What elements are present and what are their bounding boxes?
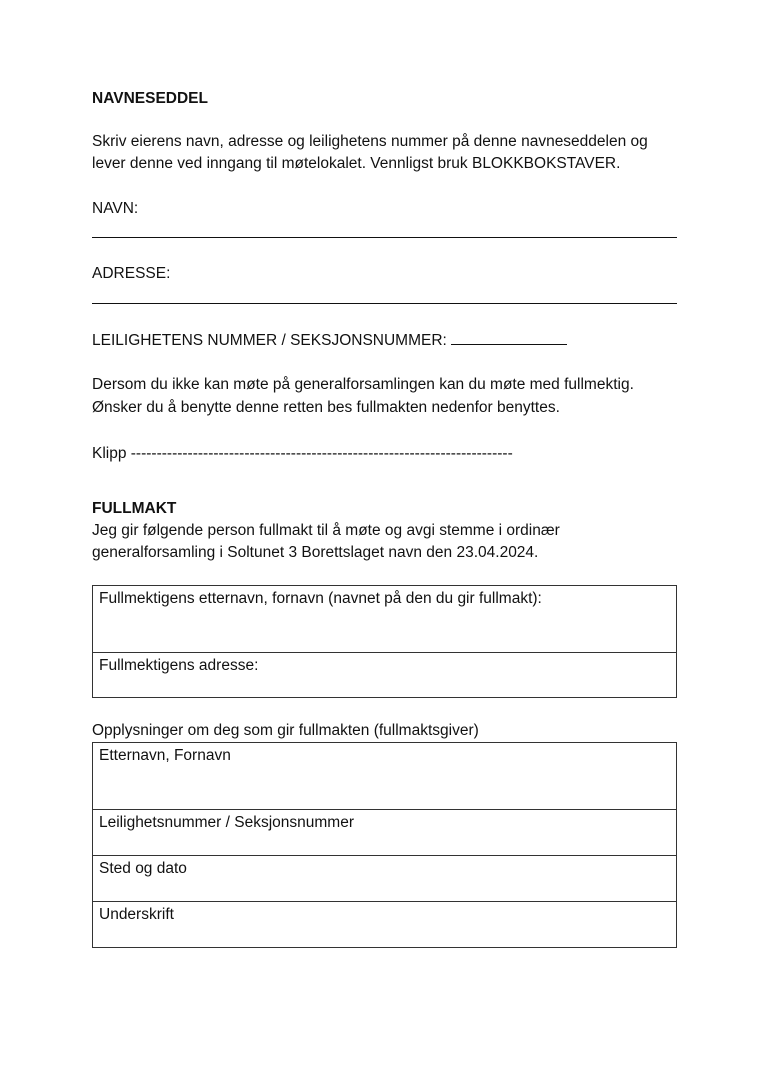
giver-place-date-field[interactable] bbox=[93, 856, 676, 902]
name-label: NAVN: bbox=[92, 200, 139, 217]
address-label: ADRESSE: bbox=[92, 265, 171, 282]
unit-number-label: LEILIGHETENS NUMMER / SEKSJONSNUMMER: bbox=[92, 332, 447, 349]
proxy-note-line-1: Dersom du ikke kan møte på generalforsamlingen kan du møte med fullmektig. bbox=[92, 376, 634, 393]
giver-signature-label: Underskrift bbox=[99, 906, 174, 923]
proxy-holder-address-label: Fullmektigens adresse: bbox=[99, 657, 259, 674]
cut-line: Klipp -------------------------------------------------------------------------- bbox=[92, 445, 513, 462]
proxy-holder-address-field[interactable] bbox=[93, 653, 676, 697]
giver-unit-label: Leilighetsnummer / Seksjonsnummer bbox=[99, 814, 354, 831]
proxy-text-line-1: Jeg gir følgende person fullmakt til å møte og avgi stemme i ordinær bbox=[92, 522, 560, 539]
proxy-holder-table bbox=[92, 585, 677, 698]
giver-heading: Opplysninger om deg som gir fullmakten (fullmaktsgiver) bbox=[92, 722, 479, 739]
intro-line-1: Skriv eierens navn, adresse og leilighetens nummer på denne navneseddelen og bbox=[92, 133, 648, 150]
proxy-holder-name-field[interactable] bbox=[93, 586, 676, 653]
proxy-holder-name-label: Fullmektigens etternavn, fornavn (navnet på den du gir fullmakt): bbox=[99, 590, 542, 607]
giver-signature-field[interactable] bbox=[93, 902, 676, 947]
giver-name-field[interactable] bbox=[93, 743, 676, 810]
intro-line-2: lever denne ved inngang til møtelokalet. Vennligst bruk BLOKKBOKSTAVER. bbox=[92, 155, 621, 172]
proxy-title: FULLMAKT bbox=[92, 500, 177, 517]
proxy-note-line-2: Ønsker du å benytte denne retten bes fullmakten nedenfor benyttes. bbox=[92, 399, 560, 416]
name-slip-title: NAVNESEDDEL bbox=[92, 90, 208, 107]
giver-name-label: Etternavn, Fornavn bbox=[99, 747, 231, 764]
proxy-giver-table bbox=[92, 742, 677, 948]
unit-number-row bbox=[92, 330, 567, 352]
address-write-line[interactable] bbox=[92, 303, 677, 304]
unit-number-write-line[interactable] bbox=[451, 330, 567, 345]
proxy-text-line-2: generalforsamling i Soltunet 3 Borettslaget navn den 23.04.2024. bbox=[92, 544, 539, 561]
giver-unit-field[interactable] bbox=[93, 810, 676, 856]
giver-place-date-label: Sted og dato bbox=[99, 860, 187, 877]
name-write-line[interactable] bbox=[92, 237, 677, 238]
